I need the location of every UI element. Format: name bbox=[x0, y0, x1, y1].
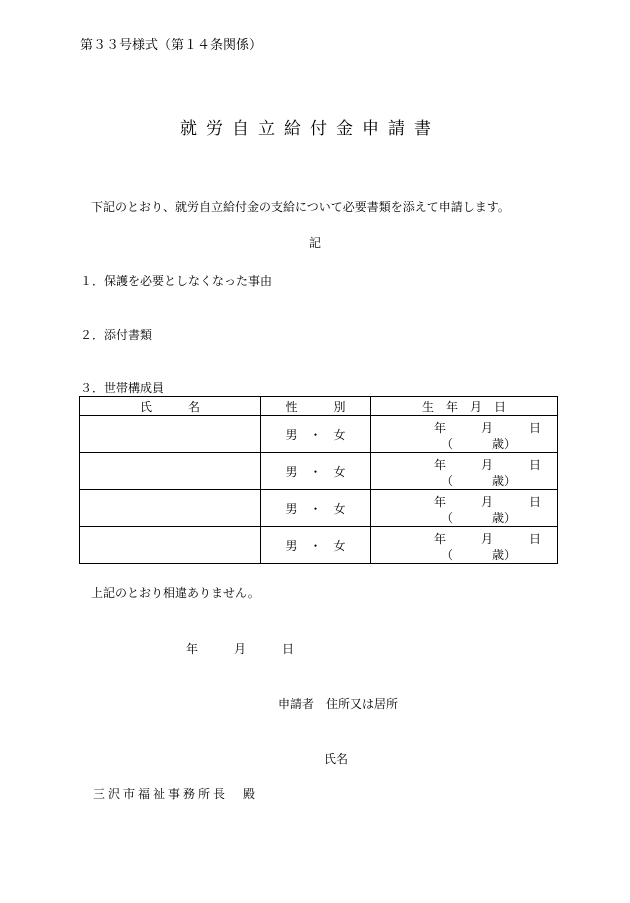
item-reason: １．保護を必要としなくなった事由 bbox=[80, 274, 273, 288]
age-label: 歳） bbox=[492, 511, 517, 525]
form-number: 第３３号様式（第１４条関係） bbox=[80, 38, 263, 53]
table-header-row bbox=[80, 397, 558, 416]
month-label: 月 bbox=[481, 532, 494, 546]
age-label: 歳） bbox=[492, 474, 517, 488]
year-label: 年 bbox=[434, 495, 447, 509]
age-label: 歳） bbox=[492, 548, 517, 562]
day-label: 日 bbox=[529, 421, 542, 435]
document-title: 就労自立給付金申請書 bbox=[180, 119, 440, 139]
applicant-address-label: 申請者 住所又は居所 bbox=[278, 697, 399, 711]
sex-cell[interactable]: 男 ・ 女 bbox=[261, 490, 371, 527]
confirmation-text: 上記のとおり相違ありません。 bbox=[91, 586, 260, 600]
sex-cell[interactable]: 男 ・ 女 bbox=[261, 527, 371, 564]
year-label: 年 bbox=[434, 532, 447, 546]
day-label: 日 bbox=[529, 532, 542, 546]
birthdate-cell[interactable] bbox=[371, 416, 558, 453]
birthdate-cell[interactable] bbox=[371, 527, 558, 564]
date-line[interactable]: 年 月 日 bbox=[186, 642, 295, 656]
applicant-name-label: 氏名 bbox=[324, 752, 349, 766]
table-row bbox=[80, 453, 558, 490]
name-cell[interactable] bbox=[80, 527, 261, 564]
month-label: 月 bbox=[481, 495, 494, 509]
addressee: 三沢市福祉事務所長 殿 bbox=[93, 787, 259, 801]
header-birthdate: 生 年 月 日 bbox=[371, 397, 558, 416]
age-label: 歳） bbox=[492, 437, 517, 451]
age-open-paren: （ bbox=[441, 511, 454, 525]
table-row bbox=[80, 527, 558, 564]
month-label: 月 bbox=[481, 458, 494, 472]
table-row bbox=[80, 416, 558, 453]
day-label: 日 bbox=[529, 495, 542, 509]
household-table bbox=[79, 396, 558, 564]
name-cell[interactable] bbox=[80, 490, 261, 527]
sex-cell[interactable]: 男 ・ 女 bbox=[261, 453, 371, 490]
birthdate-cell[interactable] bbox=[371, 453, 558, 490]
age-open-paren: （ bbox=[441, 548, 454, 562]
ki-heading: 記 bbox=[309, 236, 322, 250]
name-cell[interactable] bbox=[80, 453, 261, 490]
year-label: 年 bbox=[434, 421, 447, 435]
intro-text: 下記のとおり、就労自立給付金の支給について必要書類を添えて申請します。 bbox=[91, 200, 510, 214]
day-label: 日 bbox=[529, 458, 542, 472]
year-label: 年 bbox=[434, 458, 447, 472]
item-attachments: ２．添付書類 bbox=[80, 328, 153, 342]
header-sex: 性 別 bbox=[261, 397, 371, 416]
name-cell[interactable] bbox=[80, 416, 261, 453]
item-household: ３．世帯構成員 bbox=[80, 381, 165, 395]
age-open-paren: （ bbox=[441, 437, 454, 451]
age-open-paren: （ bbox=[441, 474, 454, 488]
sex-cell[interactable]: 男 ・ 女 bbox=[261, 416, 371, 453]
header-name: 氏 名 bbox=[80, 397, 261, 416]
month-label: 月 bbox=[481, 421, 494, 435]
table-row bbox=[80, 490, 558, 527]
birthdate-cell[interactable] bbox=[371, 490, 558, 527]
